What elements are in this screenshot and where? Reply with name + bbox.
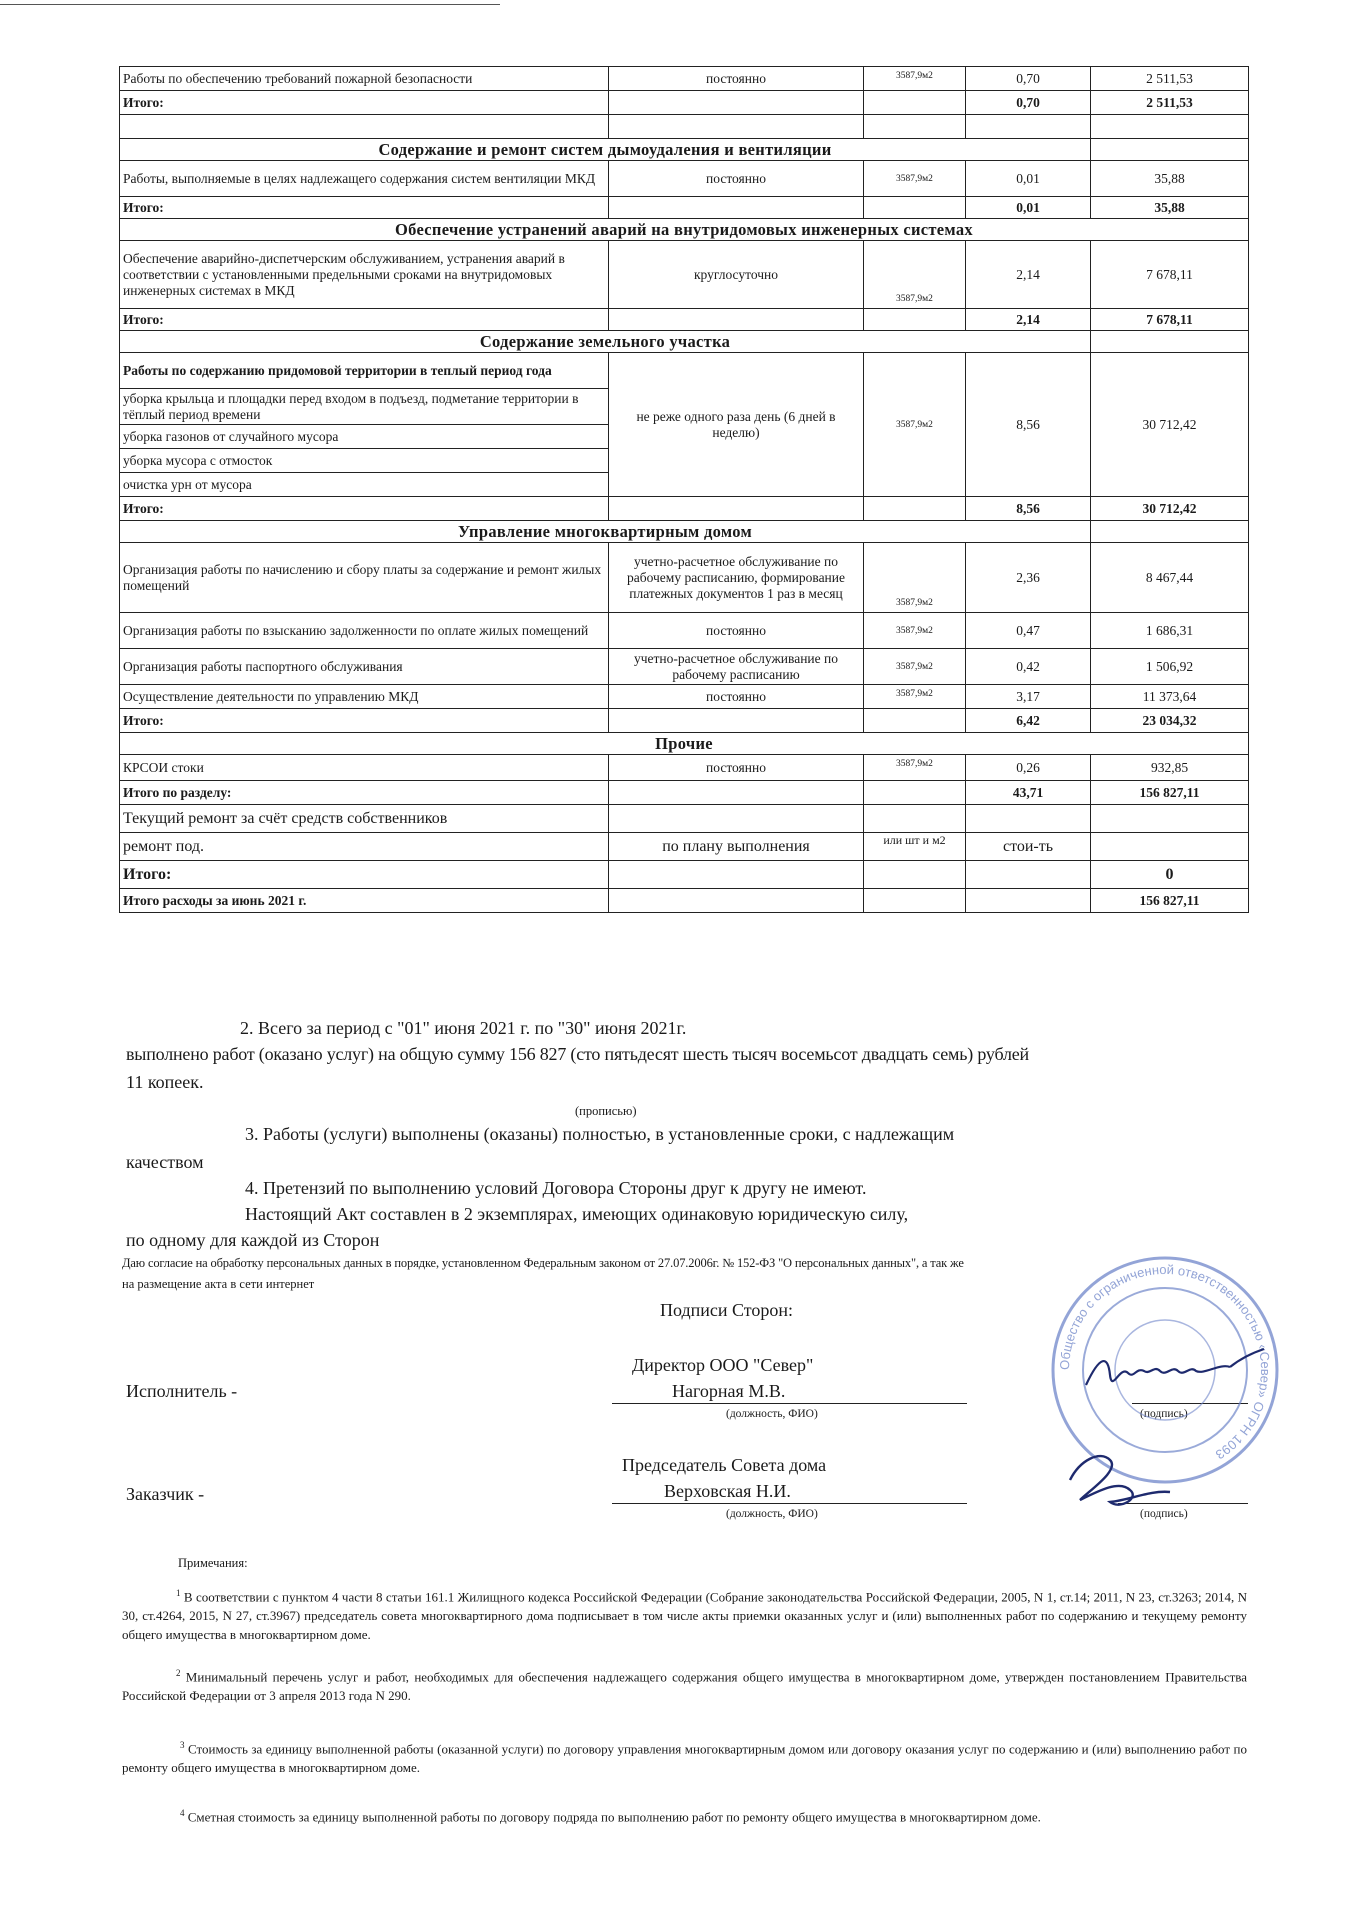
customer-signature-icon [1060,1440,1180,1520]
row-name: ремонт под. [120,833,609,861]
total-sum: 35,88 [1091,197,1249,219]
row-period: постоянно [609,613,864,649]
section-title-ventilation: Содержание и ремонт систем дымоудаления и вентиляции [120,139,1091,161]
services-table [119,66,1249,913]
executor-label: Исполнитель - [126,1381,238,1401]
section-header [120,733,1249,755]
total-rate: 8,56 [966,497,1091,521]
row-area: 3587,9м2 [864,353,966,497]
june-total-label: Итого расходы за июнь 2021 г. [120,889,609,913]
row-name: Организация работы паспортного обслуживания [120,649,609,685]
row-area: 3587,9м2 [864,543,966,613]
row-rate: 2,36 [966,543,1091,613]
row-sum: 932,85 [1091,755,1249,781]
table-row [120,543,1249,613]
customer-position: Председатель Совета дома [622,1455,827,1475]
row-name: Работы по обеспечению требований пожарной безопасности [120,67,609,91]
row-area: 3587,9м2 [864,241,966,309]
paragraph-4: 4. Претензий по выполнению условий Договора Стороны друг к другу не имеют. [245,1178,867,1198]
total-sum: 7 678,11 [1091,309,1249,331]
row-period: учетно-расчетное обслуживание по рабочему расписанию, формирование платежных документов 1 раз в месяц [609,543,864,613]
executor-signature-icon [1080,1345,1270,1405]
june-total-sum: 156 827,11 [1091,889,1249,913]
customer-name: Верховская Н.И. [664,1481,791,1501]
paragraph-2-line2: выполнено работ (оказано услуг) на общую сумму 156 827 (сто пятьдесят шесть тысяч восемьсот двадцать семь) рублей [126,1044,1029,1064]
table-row [120,805,1249,833]
total-sum: 0 [1091,861,1249,889]
signatures-title: Подписи Сторон: [660,1300,794,1320]
table-row [120,67,1249,91]
total-row [120,861,1249,889]
row-name: Обеспечение аварийно-диспетчерским обслуживанием, устранения аварий в соответствии с установленными предельными сроками на внутридомовых инженерных системах в МКД [120,241,609,309]
row-rate: 0,01 [966,161,1091,197]
total-label: Итого по разделу: [120,781,609,805]
row-area: 3587,9м2 [864,67,966,91]
row-sum: 11 373,64 [1091,685,1249,709]
list-item: уборка мусора с отмосток [120,449,1249,473]
customer-signature-caption: (подпись) [1140,1508,1188,1520]
total-label: Итого: [120,91,609,115]
row-period: постоянно [609,67,864,91]
customer-fio-underline [612,1503,967,1504]
total-sum: 156 827,11 [1091,781,1249,805]
total-rate: 2,14 [966,309,1091,331]
row-area: 3587,9м2 [864,649,966,685]
row-sum: 1 506,92 [1091,649,1249,685]
row-rate: 2,14 [966,241,1091,309]
row-name: Организация работы по взысканию задолженности по оплате жилых помещений [120,613,609,649]
row-sum: 1 686,31 [1091,613,1249,649]
row-name: Организация работы по начислению и сбору платы за содержание и ремонт жилых помещений [120,543,609,613]
notes-title: Примечания: [178,1556,248,1570]
row-name: КРСОИ стоки [120,755,609,781]
row-period: учетно-расчетное обслуживание по рабочему расписанию [609,649,864,685]
note-1: $^1$ В соответствии с пунктом 4 части 8 статьи 161.1 Жилищного кодекса Российской Федерации (Собрание законодательства Российской Федерации, 2005, N 1, ст.14; 2011, N 23, ст.3263; 2014, N 30, ст.4264, 2015, N 27, ст.3967) председатель совета многоквартирного дома подписывает в том числе акты приемки оказанных услуг и (или) выполненных работ по содержанию и текущему ремонту общего имущества в многоквартирном доме. [122,1588,1248,1643]
total-rate: 0,70 [966,91,1091,115]
table-row [120,833,1249,861]
row-name: Работы, выполняемые в целях надлежащего содержания систем вентиляции МКД [120,161,609,197]
executor-fio-underline [612,1403,967,1404]
total-sum: 2 511,53 [1091,91,1249,115]
executor-name: Нагорная М.В. [672,1381,786,1401]
row-period: постоянно [609,755,864,781]
section-title-accidents: Обеспечение устранений аварий на внутридомовых инженерных системах [120,219,1249,241]
executor-position: Директор ООО "Север" [632,1355,814,1375]
row-unit: или шт и м2 [864,833,966,861]
row-area: 3587,9м2 [864,755,966,781]
note-3: $^3$ Стоимость за единицу выполненной работы (оказанной услуги) по договору управления многоквартирным домом или договору оказания услуг по содержанию и (или) выполнению работ по ремонту общего имущества в многоквартирном доме. [122,1740,1248,1776]
total-rate: 43,71 [966,781,1091,805]
total-label: Итого: [120,197,609,219]
row-period: постоянно [609,685,864,709]
row-period: круглосуточно [609,241,864,309]
total-row [120,91,1249,115]
row-rate: 0,42 [966,649,1091,685]
row-area: 3587,9м2 [864,685,966,709]
total-sum: 23 034,32 [1091,709,1249,733]
row-sum: 2 511,53 [1091,67,1249,91]
consent-line2: на размещение акта в сети интернет [122,1277,315,1291]
paragraph-5-line2: по одному для каждой из Сторон [126,1230,380,1250]
total-label: Итого: [120,861,609,889]
table-row [120,649,1249,685]
paragraph-5-line1: Настоящий Акт составлен в 2 экземплярах, имеющих одинаковую юридическую силу, [245,1204,909,1224]
row-sum: 7 678,11 [1091,241,1249,309]
row-rate: 8,56 [966,353,1091,497]
table-row [120,241,1249,309]
total-row [120,709,1249,733]
list-item: очистка урн от мусора [120,473,1249,497]
total-rate: 6,42 [966,709,1091,733]
total-row [120,781,1249,805]
table-row [120,755,1249,781]
section-header [120,139,1249,161]
row-period: по плану выполнения [609,833,864,861]
row-rate: 0,26 [966,755,1091,781]
list-item: уборка газонов от случайного мусора [120,425,1249,449]
total-label: Итого: [120,709,609,733]
total-label: Итого: [120,309,609,331]
row-area: 3587,9м2 [864,613,966,649]
section-title-management: Управление многоквартирным домом [120,521,1091,543]
row-rate: 0,47 [966,613,1091,649]
row-rate: 3,17 [966,685,1091,709]
total-row [120,889,1249,913]
section-title-other: Прочие [120,733,1249,755]
row-area: 3587,9м2 [864,161,966,197]
row-sum: 30 712,42 [1091,353,1249,497]
customer-fio-caption: (должность, ФИО) [726,1508,818,1520]
caption-in-words: (прописью) [575,1104,637,1118]
table-row [120,613,1249,649]
section-title-land: Содержание земельного участка [120,331,1091,353]
paragraph-3-line2: качеством [126,1152,204,1172]
row-name: Осуществление деятельности по управлению МКД [120,685,609,709]
note-2: $^2$ Минимальный перечень услуг и работ, необходимых для обеспечения надлежащего содержания общего имущества в многоквартирном доме, утвержден постановлением Правительства Российской Федерации от 3 апреля 2013 года N 290. [122,1668,1248,1704]
paragraph-3-line1: 3. Работы (услуги) выполнены (оказаны) полностью, в установленные сроки, с надлежащим [245,1124,955,1144]
executor-fio-caption: (должность, ФИО) [726,1408,818,1420]
paragraph-2-line3: 11 копеек. [126,1072,204,1092]
repair-header: Текущий ремонт за счёт средств собственников [120,805,609,833]
total-row [120,197,1249,219]
table-row [120,685,1249,709]
row-sum: 35,88 [1091,161,1249,197]
table-row [120,353,1249,389]
paragraph-2-line1: 2. Всего за период с "01" июня 2021 г. по "30" июня 2021г. [240,1018,687,1038]
total-sum: 30 712,42 [1091,497,1249,521]
stamp-ring-text: Общество с ограниченной ответственностью «Север» ОГРН 1093 [1056,1261,1274,1463]
row-period: не реже одного раза день (6 дней в неделю) [609,353,864,497]
total-rate: 0,01 [966,197,1091,219]
total-row [120,497,1249,521]
row-sum: 8 467,44 [1091,543,1249,613]
section-header [120,331,1249,353]
row-rate: 0,70 [966,67,1091,91]
total-label: Итого: [120,497,609,521]
row-cost: стои-ть [966,833,1091,861]
land-header: Работы по содержанию придомовой территории в теплый период года [120,353,609,389]
section-header [120,219,1249,241]
table-row [120,161,1249,197]
executor-signature-caption: (подпись) [1140,1408,1188,1420]
row-period: постоянно [609,161,864,197]
customer-label: Заказчик - [126,1484,205,1504]
list-item: уборка крыльца и площадки перед входом в подъезд, подметание территории в тёплый период времени [120,389,1249,425]
consent-line1: Даю согласие на обработку персональных данных в порядке, установленном Федеральным законом от 27.07.2006г. № 152-ФЗ "О персональных данных", а так же [122,1256,964,1270]
scan-top-line [0,4,500,5]
section-header [120,521,1249,543]
total-row [120,309,1249,331]
note-4: $^4$ Сметная стоимость за единицу выполненной работы по договору подряда по выполнению работ по ремонту общего имущества в многоквартирном доме. [180,1808,1041,1825]
